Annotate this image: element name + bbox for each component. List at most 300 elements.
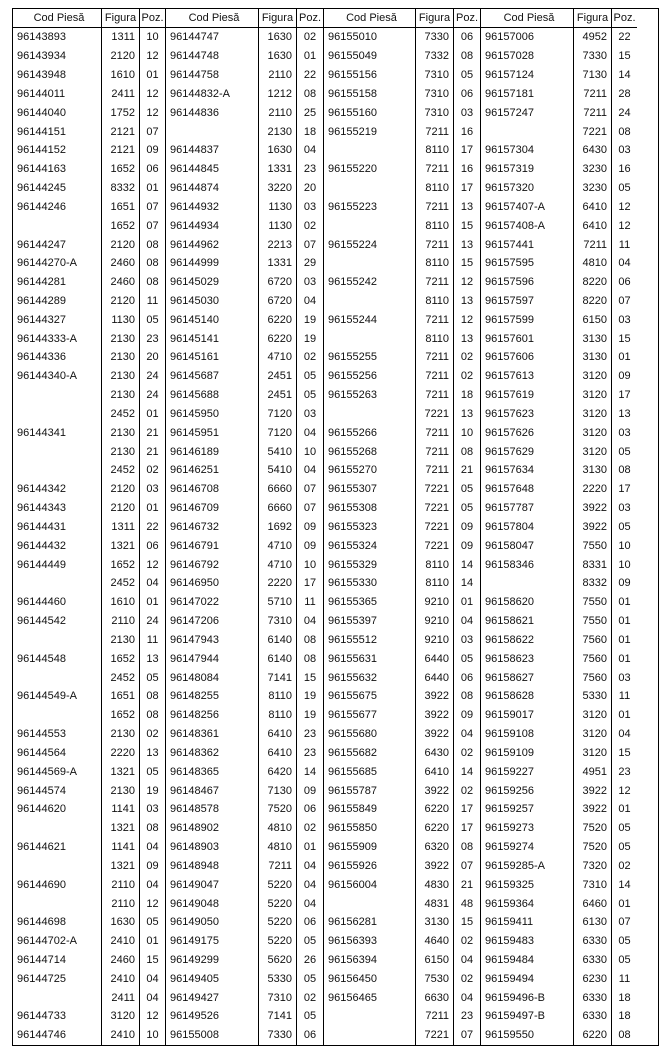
figure-cell: 3120 xyxy=(101,1007,139,1026)
position-cell: 03 xyxy=(296,273,323,292)
position-cell: 09 xyxy=(611,574,637,593)
part-code-cell: 96157319 xyxy=(485,163,534,176)
table-row xyxy=(13,103,165,122)
part-code-cell: 96146732 xyxy=(170,520,219,533)
position-header: Poz. xyxy=(296,9,323,27)
table-row xyxy=(13,969,165,988)
part-code-cell: 96144432 xyxy=(17,539,66,552)
part-code-cell: 96144747 xyxy=(170,31,219,44)
figure-cell: 2110 xyxy=(258,103,296,122)
position-cell: 29 xyxy=(296,254,323,273)
figure-cell: 1692 xyxy=(258,518,296,537)
part-code-cell: 96145029 xyxy=(170,276,219,289)
position-cell: 03 xyxy=(453,103,480,122)
part-code-cell: 96155365 xyxy=(328,596,377,609)
position-cell: 03 xyxy=(139,800,165,819)
position-cell: 05 xyxy=(611,951,637,970)
part-code-cell xyxy=(166,122,258,141)
figure-cell: 3120 xyxy=(573,367,611,386)
part-code-cell: 96148902 xyxy=(170,822,219,835)
table-row xyxy=(324,725,480,744)
position-cell: 05 xyxy=(453,480,480,499)
position-cell: 12 xyxy=(139,555,165,574)
figure-cell: 7221 xyxy=(415,480,453,499)
position-cell: 02 xyxy=(453,348,480,367)
table-row xyxy=(13,819,165,838)
table-row xyxy=(481,593,637,612)
table-row xyxy=(13,725,165,744)
figure-cell: 4951 xyxy=(573,762,611,781)
position-cell: 01 xyxy=(611,612,637,631)
part-code-cell: 96155787 xyxy=(328,784,377,797)
position-cell: 18 xyxy=(611,1007,637,1026)
table-row xyxy=(324,66,480,85)
position-cell: 19 xyxy=(296,329,323,348)
part-code-cell: 96159484 xyxy=(485,953,534,966)
figure-header: Figura xyxy=(415,9,453,27)
part-code-cell: 96157441 xyxy=(485,238,534,251)
figure-cell: 1630 xyxy=(258,141,296,160)
position-cell: 14 xyxy=(453,555,480,574)
table-row xyxy=(13,179,165,198)
position-cell: 01 xyxy=(139,405,165,424)
table-row xyxy=(324,292,480,311)
position-cell: 02 xyxy=(453,969,480,988)
figure-cell: 1141 xyxy=(101,838,139,857)
figure-cell: 9210 xyxy=(415,612,453,631)
table-row xyxy=(13,122,165,141)
position-cell: 21 xyxy=(139,442,165,461)
position-cell: 04 xyxy=(139,574,165,593)
figure-cell: 6720 xyxy=(258,273,296,292)
table-row xyxy=(13,499,165,518)
figure-cell: 1130 xyxy=(101,310,139,329)
figure-cell: 1630 xyxy=(258,28,296,47)
part-code-cell: 96146708 xyxy=(170,483,219,496)
position-cell: 15 xyxy=(611,47,637,66)
figure-cell: 7221 xyxy=(415,536,453,555)
table-row xyxy=(166,894,323,913)
position-cell: 01 xyxy=(139,179,165,198)
figure-cell: 1311 xyxy=(101,518,139,537)
position-cell: 05 xyxy=(453,649,480,668)
figure-cell: 7141 xyxy=(258,668,296,687)
table-row xyxy=(13,66,165,85)
figure-cell: 7330 xyxy=(415,28,453,47)
position-cell: 09 xyxy=(296,536,323,555)
table-row xyxy=(481,179,637,198)
figure-cell: 3230 xyxy=(573,179,611,198)
figure-cell: 7520 xyxy=(258,800,296,819)
figure-cell: 7211 xyxy=(258,856,296,875)
position-cell: 15 xyxy=(453,913,480,932)
position-cell: 04 xyxy=(611,725,637,744)
position-cell: 15 xyxy=(611,743,637,762)
position-cell: 09 xyxy=(453,518,480,537)
position-cell: 24 xyxy=(139,386,165,405)
table-row xyxy=(13,348,165,367)
table-row xyxy=(324,687,480,706)
position-cell: 17 xyxy=(453,819,480,838)
part-code-cell: 96149050 xyxy=(170,916,219,929)
part-code-cell xyxy=(13,386,101,405)
table-row xyxy=(324,536,480,555)
figure-cell: 6430 xyxy=(415,743,453,762)
table-row xyxy=(166,725,323,744)
table-row xyxy=(324,47,480,66)
code-header: Cod Piesă xyxy=(33,12,85,24)
table-row xyxy=(324,988,480,1007)
figure-cell: 8220 xyxy=(573,292,611,311)
part-code-cell: 96155512 xyxy=(328,633,377,646)
table-row xyxy=(481,800,637,819)
figure-cell: 6420 xyxy=(258,762,296,781)
part-code-cell: 96155850 xyxy=(328,822,377,835)
figure-cell: 6660 xyxy=(258,499,296,518)
table-row xyxy=(324,461,480,480)
figure-cell: 6330 xyxy=(573,951,611,970)
figure-cell: 7310 xyxy=(415,103,453,122)
figure-cell: 5220 xyxy=(258,913,296,932)
figure-cell: 4831 xyxy=(415,894,453,913)
figure-cell: 2213 xyxy=(258,235,296,254)
part-code-cell: 96149048 xyxy=(170,897,219,910)
position-cell: 17 xyxy=(611,480,637,499)
table-row xyxy=(13,593,165,612)
part-code-cell: 96144934 xyxy=(170,219,219,232)
position-cell: 02 xyxy=(296,819,323,838)
part-code-cell: 96147943 xyxy=(170,633,219,646)
part-code-cell: 96155682 xyxy=(328,746,377,759)
figure-cell: 6440 xyxy=(415,649,453,668)
figure-cell: 1331 xyxy=(258,160,296,179)
part-code-cell xyxy=(324,405,415,424)
figure-cell: 1212 xyxy=(258,84,296,103)
table-row xyxy=(481,235,637,254)
position-cell: 01 xyxy=(611,348,637,367)
part-code-cell: 96144845 xyxy=(170,163,219,176)
position-cell: 08 xyxy=(139,273,165,292)
part-code-cell: 96149405 xyxy=(170,972,219,985)
position-cell: 01 xyxy=(611,593,637,612)
figure-cell: 2121 xyxy=(101,141,139,160)
position-cell: 02 xyxy=(453,932,480,951)
position-cell: 12 xyxy=(139,84,165,103)
part-code-cell: 96149526 xyxy=(170,1010,219,1023)
figure-header: Figura xyxy=(573,9,611,27)
figure-cell: 3120 xyxy=(573,743,611,762)
position-cell: 04 xyxy=(139,838,165,857)
figure-cell: 8332 xyxy=(573,574,611,593)
part-code-cell: 96149299 xyxy=(170,953,219,966)
position-cell: 08 xyxy=(139,706,165,725)
position-cell: 09 xyxy=(296,781,323,800)
part-code-cell xyxy=(324,1007,415,1026)
part-code-cell: 96144832-A xyxy=(170,87,230,100)
part-code-cell: 96158627 xyxy=(485,671,534,684)
part-code-cell: 96155158 xyxy=(328,87,377,100)
position-cell: 01 xyxy=(139,593,165,612)
table-row xyxy=(324,819,480,838)
position-cell: 06 xyxy=(611,273,637,292)
figure-cell: 1130 xyxy=(258,197,296,216)
position-cell: 01 xyxy=(296,838,323,857)
code-header: Cod Piesă xyxy=(346,12,397,24)
table-row xyxy=(481,988,637,1007)
part-code-cell: 96144163 xyxy=(17,163,66,176)
table-row xyxy=(13,442,165,461)
table-row xyxy=(324,480,480,499)
table-row xyxy=(13,480,165,499)
table-row xyxy=(481,612,637,631)
figure-cell: 6150 xyxy=(415,951,453,970)
part-code-cell: 96155308 xyxy=(328,502,377,515)
table-row xyxy=(166,499,323,518)
position-cell: 12 xyxy=(453,273,480,292)
position-cell: 19 xyxy=(296,706,323,725)
table-row xyxy=(166,423,323,442)
figure-cell: 6440 xyxy=(415,668,453,687)
figure-cell: 5220 xyxy=(258,932,296,951)
figure-cell: 1321 xyxy=(101,819,139,838)
part-code-cell: 96157595 xyxy=(485,257,534,270)
position-cell: 10 xyxy=(611,555,637,574)
table-row xyxy=(13,292,165,311)
part-code-cell: 96155680 xyxy=(328,728,377,741)
part-code-cell xyxy=(13,819,101,838)
figure-cell: 3130 xyxy=(573,461,611,480)
part-code-cell: 96144340-A xyxy=(17,370,77,383)
position-cell: 02 xyxy=(453,781,480,800)
figure-cell: 2120 xyxy=(101,480,139,499)
position-cell: 03 xyxy=(611,141,637,160)
table-row xyxy=(481,1007,637,1026)
part-code-cell: 96159256 xyxy=(485,784,534,797)
part-code-cell: 96158620 xyxy=(485,596,534,609)
part-code-cell: 96144733 xyxy=(17,1010,66,1023)
position-cell: 24 xyxy=(611,103,637,122)
figure-cell: 6220 xyxy=(258,329,296,348)
part-code-cell: 96156393 xyxy=(328,935,377,948)
table-row xyxy=(324,386,480,405)
part-code-cell: 96157247 xyxy=(485,106,534,119)
figure-cell: 5330 xyxy=(258,969,296,988)
part-code-cell: 96148948 xyxy=(170,859,219,872)
table-row xyxy=(324,800,480,819)
part-code-cell: 96156450 xyxy=(328,972,377,985)
figure-cell: 2410 xyxy=(101,1026,139,1045)
table-row xyxy=(324,781,480,800)
position-cell: 26 xyxy=(296,951,323,970)
part-code-cell: 96155675 xyxy=(328,690,377,703)
part-code-cell: 96144152 xyxy=(17,144,66,157)
table-row xyxy=(481,273,637,292)
table-row xyxy=(324,28,480,47)
figure-cell: 2220 xyxy=(101,743,139,762)
figure-cell: 3120 xyxy=(573,725,611,744)
figure-cell: 4640 xyxy=(415,932,453,951)
part-code-cell xyxy=(13,216,101,235)
position-cell: 15 xyxy=(453,254,480,273)
part-code-cell: 96144281 xyxy=(17,276,66,289)
position-cell: 05 xyxy=(453,66,480,85)
position-cell: 01 xyxy=(296,47,323,66)
figure-cell: 7310 xyxy=(573,875,611,894)
table-block-2 xyxy=(165,9,323,1045)
position-cell: 08 xyxy=(611,461,637,480)
column-header-row xyxy=(166,9,323,28)
position-cell: 21 xyxy=(453,461,480,480)
position-cell: 04 xyxy=(296,894,323,913)
table-row xyxy=(481,913,637,932)
table-row xyxy=(13,687,165,706)
part-code-cell: 96143948 xyxy=(17,69,66,82)
part-code-cell: 96159325 xyxy=(485,878,534,891)
part-code-cell: 96144621 xyxy=(17,841,66,854)
table-row xyxy=(324,273,480,292)
figure-cell: 4810 xyxy=(258,819,296,838)
figure-cell: 3230 xyxy=(573,160,611,179)
position-cell: 06 xyxy=(453,84,480,103)
figure-cell: 2120 xyxy=(101,499,139,518)
figure-cell: 6220 xyxy=(573,1026,611,1045)
position-cell: 07 xyxy=(611,913,637,932)
part-code-cell: 96155049 xyxy=(328,50,377,63)
position-cell: 09 xyxy=(139,856,165,875)
figure-cell: 2460 xyxy=(101,254,139,273)
figure-cell: 1311 xyxy=(101,28,139,47)
figure-cell: 7221 xyxy=(415,518,453,537)
position-cell: 16 xyxy=(453,122,480,141)
figure-cell: 8110 xyxy=(415,254,453,273)
position-cell: 07 xyxy=(453,1026,480,1045)
part-code-cell: 96157597 xyxy=(485,295,534,307)
figure-cell: 7211 xyxy=(415,442,453,461)
table-row xyxy=(166,932,323,951)
table-row xyxy=(13,762,165,781)
position-cell: 06 xyxy=(296,800,323,819)
position-cell: 12 xyxy=(139,47,165,66)
part-code-cell: 96155631 xyxy=(328,652,377,665)
position-cell: 13 xyxy=(139,743,165,762)
figure-cell: 6410 xyxy=(573,216,611,235)
table-row xyxy=(481,649,637,668)
column-header-row xyxy=(324,9,480,28)
table-row xyxy=(324,141,480,160)
position-cell: 12 xyxy=(611,197,637,216)
table-row xyxy=(13,1007,165,1026)
table-row xyxy=(324,329,480,348)
part-code-cell: 96147022 xyxy=(170,596,219,609)
table-row xyxy=(13,235,165,254)
position-cell: 01 xyxy=(611,649,637,668)
figure-cell: 1141 xyxy=(101,800,139,819)
part-code-cell: 96157787 xyxy=(485,502,534,515)
figure-cell: 7211 xyxy=(415,235,453,254)
table-row xyxy=(166,819,323,838)
parts-index-table xyxy=(12,8,659,1046)
position-cell: 15 xyxy=(139,951,165,970)
part-code-cell: 96144690 xyxy=(17,878,66,891)
part-code-cell: 96155270 xyxy=(328,464,377,477)
part-code-cell: 96158346 xyxy=(485,558,534,571)
figure-cell: 8110 xyxy=(415,329,453,348)
position-cell: 09 xyxy=(611,367,637,386)
table-row xyxy=(481,536,637,555)
position-cell: 21 xyxy=(139,423,165,442)
position-cell: 02 xyxy=(453,367,480,386)
figure-cell: 2130 xyxy=(101,348,139,367)
position-cell: 15 xyxy=(296,668,323,687)
table-row xyxy=(481,725,637,744)
table-row xyxy=(166,216,323,235)
part-code-cell: 96159550 xyxy=(485,1029,534,1042)
part-code-cell: 96144758 xyxy=(170,69,219,82)
figure-cell: 7211 xyxy=(415,160,453,179)
part-code-cell xyxy=(324,894,415,913)
table-row xyxy=(166,555,323,574)
figure-cell: 1652 xyxy=(101,216,139,235)
figure-cell: 4952 xyxy=(573,28,611,47)
position-cell: 02 xyxy=(139,461,165,480)
table-row xyxy=(166,668,323,687)
part-code-cell: 96146792 xyxy=(170,558,219,571)
table-row xyxy=(324,442,480,461)
figure-cell: 6660 xyxy=(258,480,296,499)
figure-cell: 1652 xyxy=(101,706,139,725)
position-cell: 08 xyxy=(611,122,637,141)
part-code-cell: 96155330 xyxy=(328,577,377,590)
part-code-cell: 96155223 xyxy=(328,200,377,213)
figure-cell: 7211 xyxy=(573,235,611,254)
table-row xyxy=(13,781,165,800)
position-cell: 01 xyxy=(611,894,637,913)
position-cell: 23 xyxy=(296,160,323,179)
position-cell: 10 xyxy=(296,442,323,461)
position-cell: 05 xyxy=(453,499,480,518)
table-row xyxy=(166,310,323,329)
table-row xyxy=(13,856,165,875)
table-row xyxy=(166,461,323,480)
table-row xyxy=(166,649,323,668)
table-row xyxy=(324,518,480,537)
table-row xyxy=(13,951,165,970)
position-cell: 22 xyxy=(296,66,323,85)
figure-cell: 8110 xyxy=(415,141,453,160)
position-cell: 17 xyxy=(453,179,480,198)
figure-cell: 3120 xyxy=(573,706,611,725)
table-row xyxy=(166,687,323,706)
part-code-cell: 96145950 xyxy=(170,407,219,420)
position-cell: 19 xyxy=(296,687,323,706)
figure-cell: 9210 xyxy=(415,631,453,650)
part-code-cell: 96158628 xyxy=(485,690,534,703)
figure-cell: 1652 xyxy=(101,555,139,574)
figure-cell: 7211 xyxy=(415,348,453,367)
table-row xyxy=(481,819,637,838)
part-code-cell: 96148903 xyxy=(170,841,219,854)
position-cell: 05 xyxy=(296,1007,323,1026)
table-block-4 xyxy=(480,9,637,1045)
table-row xyxy=(13,160,165,179)
position-cell: 12 xyxy=(139,894,165,913)
part-code-cell: 96155010 xyxy=(328,31,377,44)
position-cell: 08 xyxy=(296,649,323,668)
figure-cell: 5410 xyxy=(258,461,296,480)
table-row xyxy=(166,856,323,875)
table-row xyxy=(166,988,323,1007)
figure-cell: 7520 xyxy=(573,838,611,857)
